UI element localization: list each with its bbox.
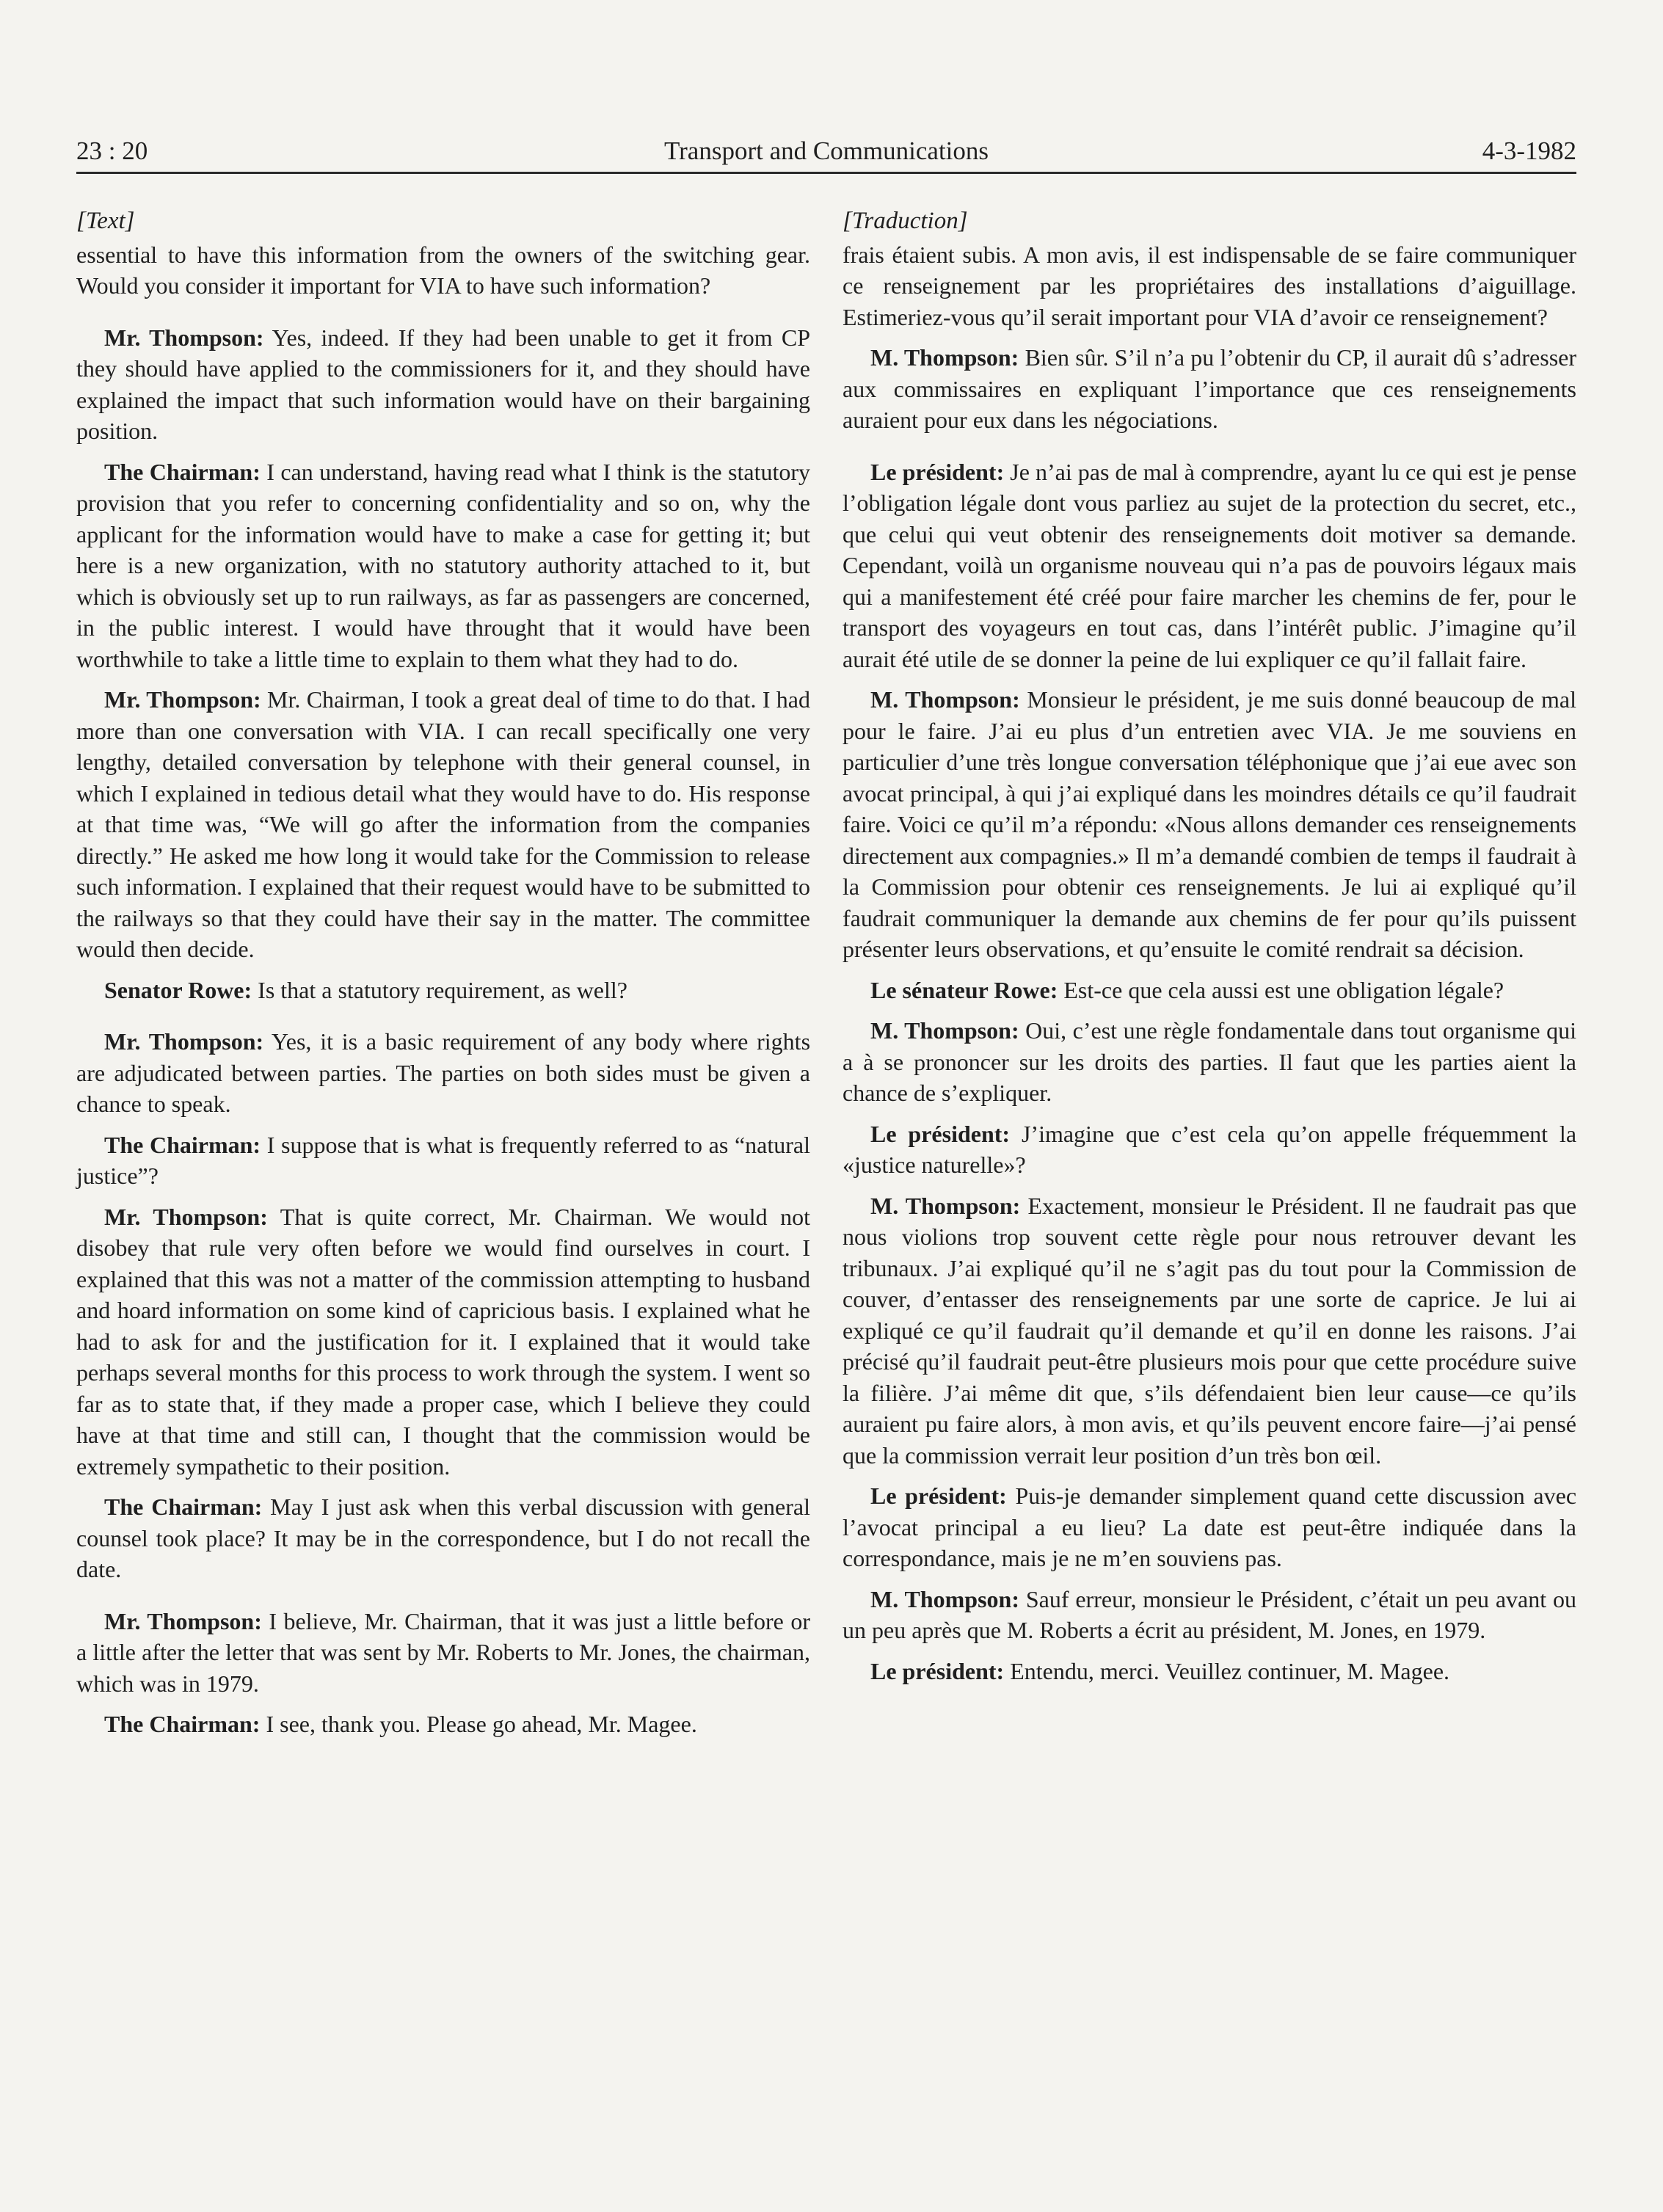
speaker-name: M. Thompson: [870,1017,1019,1044]
speaker-name: Mr. Thompson: [104,324,264,351]
speaker-name: Mr. Thompson: [104,1607,262,1634]
french-column [843,205,1576,1696]
paragraph: The Chairman: I see, thank you. Please go ahead, Mr. Magee. [104,1711,697,1737]
speaker-name: The Chairman: [104,1131,261,1158]
header-date: 4-3-1982 [1482,137,1576,165]
speaker-name: Le président: [870,1482,1007,1509]
paragraph: Mr. Thompson: Yes, it is a basic requirement of any body where rights are adjudicated between parties. The parties on both sides must be given a chance to speak. [76,1028,811,1117]
speaker-name: Le sénateur Rowe: [870,976,1058,1003]
paragraph: Mr. Thompson: Yes, indeed. If they had been unable to get it from CP they should have applied to the commissioners for it, and they should have explained the impact that such information would have on their bargaining position. [76,324,811,444]
language-marker: [Text] [76,208,135,234]
paragraph: Le président: Je n’ai pas de mal à comprendre, ayant lu ce qui est je pense l’obligation légale dont vous parliez au sujet de la protection du secret, etc., que celui qui veut obtenir des renseignements doit motiver sa demande. Cependant, voilà un organisme nouveau qui n’a pas de pouvoirs légaux mais qui a manifestement été créé pour faire marcher les chemins de fer, pour le transport des voyageurs en tout cas, dans l’intérêt public. J’imagine qu’il aurait été utile de se donner la peine de lui expliquer ce qu’il fallait faire. [843,458,1577,672]
speaker-name: Mr. Thompson: [104,1028,264,1055]
speaker-name: Le président: [870,1120,1011,1147]
paragraph: M. Thompson: Monsieur le président, je me suis donné beaucoup de mal pour le faire. J’ai eu plus d’un entretien avec VIA. Je me souviens en particulier d’une très longue conversation téléphonique que j’ai eue avec son avocat principal, à qui j’ai expliqué dans les moindres détails ce qu’il faudrait faire. Voici ce qu’il m’a répondu: «Nous allons demander ces renseignements directement aux compagnies.» Il m’a demandé combien de temps il faudrait à la Commission pour obtenir ces renseignements. Je lui ai expliqué qu’il faudrait communiquer la demande aux chemins de fer pour qu’ils puissent présenter leurs observations, et qu’ensuite le comité rendrait sa décision. [843,686,1577,962]
paragraph: The Chairman: May I just ask when this verbal discussion with general counsel took place? It may be in the correspondence, but I do not recall the date. [76,1494,810,1582]
speaker-name: Le président: [870,458,1005,485]
speaker-name: M. Thompson: [870,1192,1021,1219]
speaker-name: M. Thompson: [870,1585,1019,1612]
paragraph: Mr. Thompson: I believe, Mr. Chairman, that it was just a little before or a little after the letter that was sent by Mr. Roberts to Mr. Jones, the chairman, which was in 1979. [76,1607,811,1697]
paragraph: Le sénateur Rowe: Est-ce que cela aussi est une obligation légale? [870,976,1504,1003]
paragraph: Mr. Thompson: Mr. Chairman, I took a great deal of time to do that. I had more than one conversation with VIA. I can recall specifically one very lengthy, detailed conversation by telephone with their general counsel, in which I explained in tedious detail what they would have to do. His response at that time was, “We will go after the information from the companies directly.” He asked me how long it would take for the Commission to release such information. I explained that their request would have to be submitted to the railways so that they could have their say in the matter. The committee would then decide. [76,686,811,962]
speaker-name: M. Thompson: [870,344,1019,371]
speaker-name: The Chairman: [104,458,261,485]
page-reference: 23 : 20 [76,137,148,165]
paragraph: Le président: Entendu, merci. Veuillez continuer, M. Magee. [870,1657,1450,1684]
paragraph: Senator Rowe: Is that a statutory requirement, as well? [104,976,627,1003]
language-label: Traduction [851,208,958,234]
speaker-name: Mr. Thompson: [104,686,261,713]
paragraph: Le président: Puis-je demander simplement quand cette discussion avec l’avocat principal a eu lieu? La date est peut-être indiquée dans la correspondance, mais je ne m’en souviens pas. [843,1482,1577,1571]
english-column [76,205,810,1750]
paragraph: essential to have this information from the owners of the switching gear. Would you consider it important for VIA to have such information? [76,241,810,299]
paragraph: Le président: J’imagine que c’est cela qu’on appelle fréquemment la «justice naturelle»? [843,1120,1577,1178]
running-title: Transport and Communications [663,137,989,165]
paragraph: Mr. Thompson: That is quite correct, Mr. Chairman. We would not disobey that rule very often before we would find ourselves in court. I explained that this was not a matter of the commission attempting to husband and hoard information on some kind of capricious basis. I explained what he had to ask for and the justification for it. I explained that it would take perhaps several months for this process to work through the system. I went so far as to state that, if they made a proper case, which I believe they could have at that time and still can, I thought that the commission would be extremely sympathetic to their position. [76,1203,811,1480]
paragraph: M. Thompson: Exactement, monsieur le Président. Il ne faudrait pas que nous violions trop souvent cette règle pour nous retrouver devant les tribunaux. J’ai expliqué qu’il ne s’agit pas du tout pour la Commission de couver, d’entasser des renseignements par une sorte de caprice. Je lui ai expliqué ce qu’il faudrait qu’il demande et qu’il en donne les raisons. J’ai précisé qu’il faudrait peut-être plusieurs mois pour que cette procédure suive la filière. J’ai même dit que, s’ils défendaient bien leur cause—ce qu’ils auraient pu faire alors, à mon avis, et qu’ils peuvent encore faire—j’ai pensé que la commission verrait leur position d’un très bon œil. [843,1192,1577,1469]
page-header [76,132,1576,174]
paragraph: M. Thompson: Sauf erreur, monsieur le Président, c’était un peu avant ou un peu après que M. Roberts a écrit au président, M. Jones, en 1979. [843,1585,1577,1643]
paragraph: The Chairman: I suppose that is what is frequently referred to as “natural justice”? [76,1131,811,1189]
paragraph: frais étaient subis. A mon avis, il est indispensable de se faire communiquer ce renseignement par les propriétaires des installations d’aiguillage. Estimeriez-vous qu’il serait important pour VIA d’avoir ce renseignement? [843,241,1576,330]
paragraph: M. Thompson: Bien sûr. S’il n’a pu l’obtenir du CP, il aurait dû s’adresser aux commissaires en expliquant l’importance que ces renseignements auraient pour eux dans les négociations. [843,344,1577,433]
speaker-name: M. Thompson: [870,686,1020,713]
speaker-name: Le président: [870,1657,1005,1684]
language-label: Text [85,208,125,234]
speaker-name: Senator Rowe: [104,976,252,1003]
speaker-name: The Chairman: [104,1711,261,1737]
paragraph: M. Thompson: Oui, c’est une règle fondamentale dans tout organisme qui a à se prononcer sur les droits des parties. Il faut que les parties aient la chance de s’expliquer. [843,1017,1577,1106]
speaker-name: Mr. Thompson: [104,1203,268,1230]
paragraph: The Chairman: I can understand, having read what I think is the statutory provision that you refer to concerning confidentiality and so on, why the applicant for the information would have to make a case for getting it; but here is a new organization, with no statutory authority attached to it, but which is obviously set up to run railways, as far as passengers are concerned, in the public interest. I would have throught that it would have been worthwhile to take a little time to explain to them what they had to do. [76,458,811,672]
speaker-name: The Chairman: [104,1494,263,1520]
language-marker: [Traduction] [843,208,968,234]
